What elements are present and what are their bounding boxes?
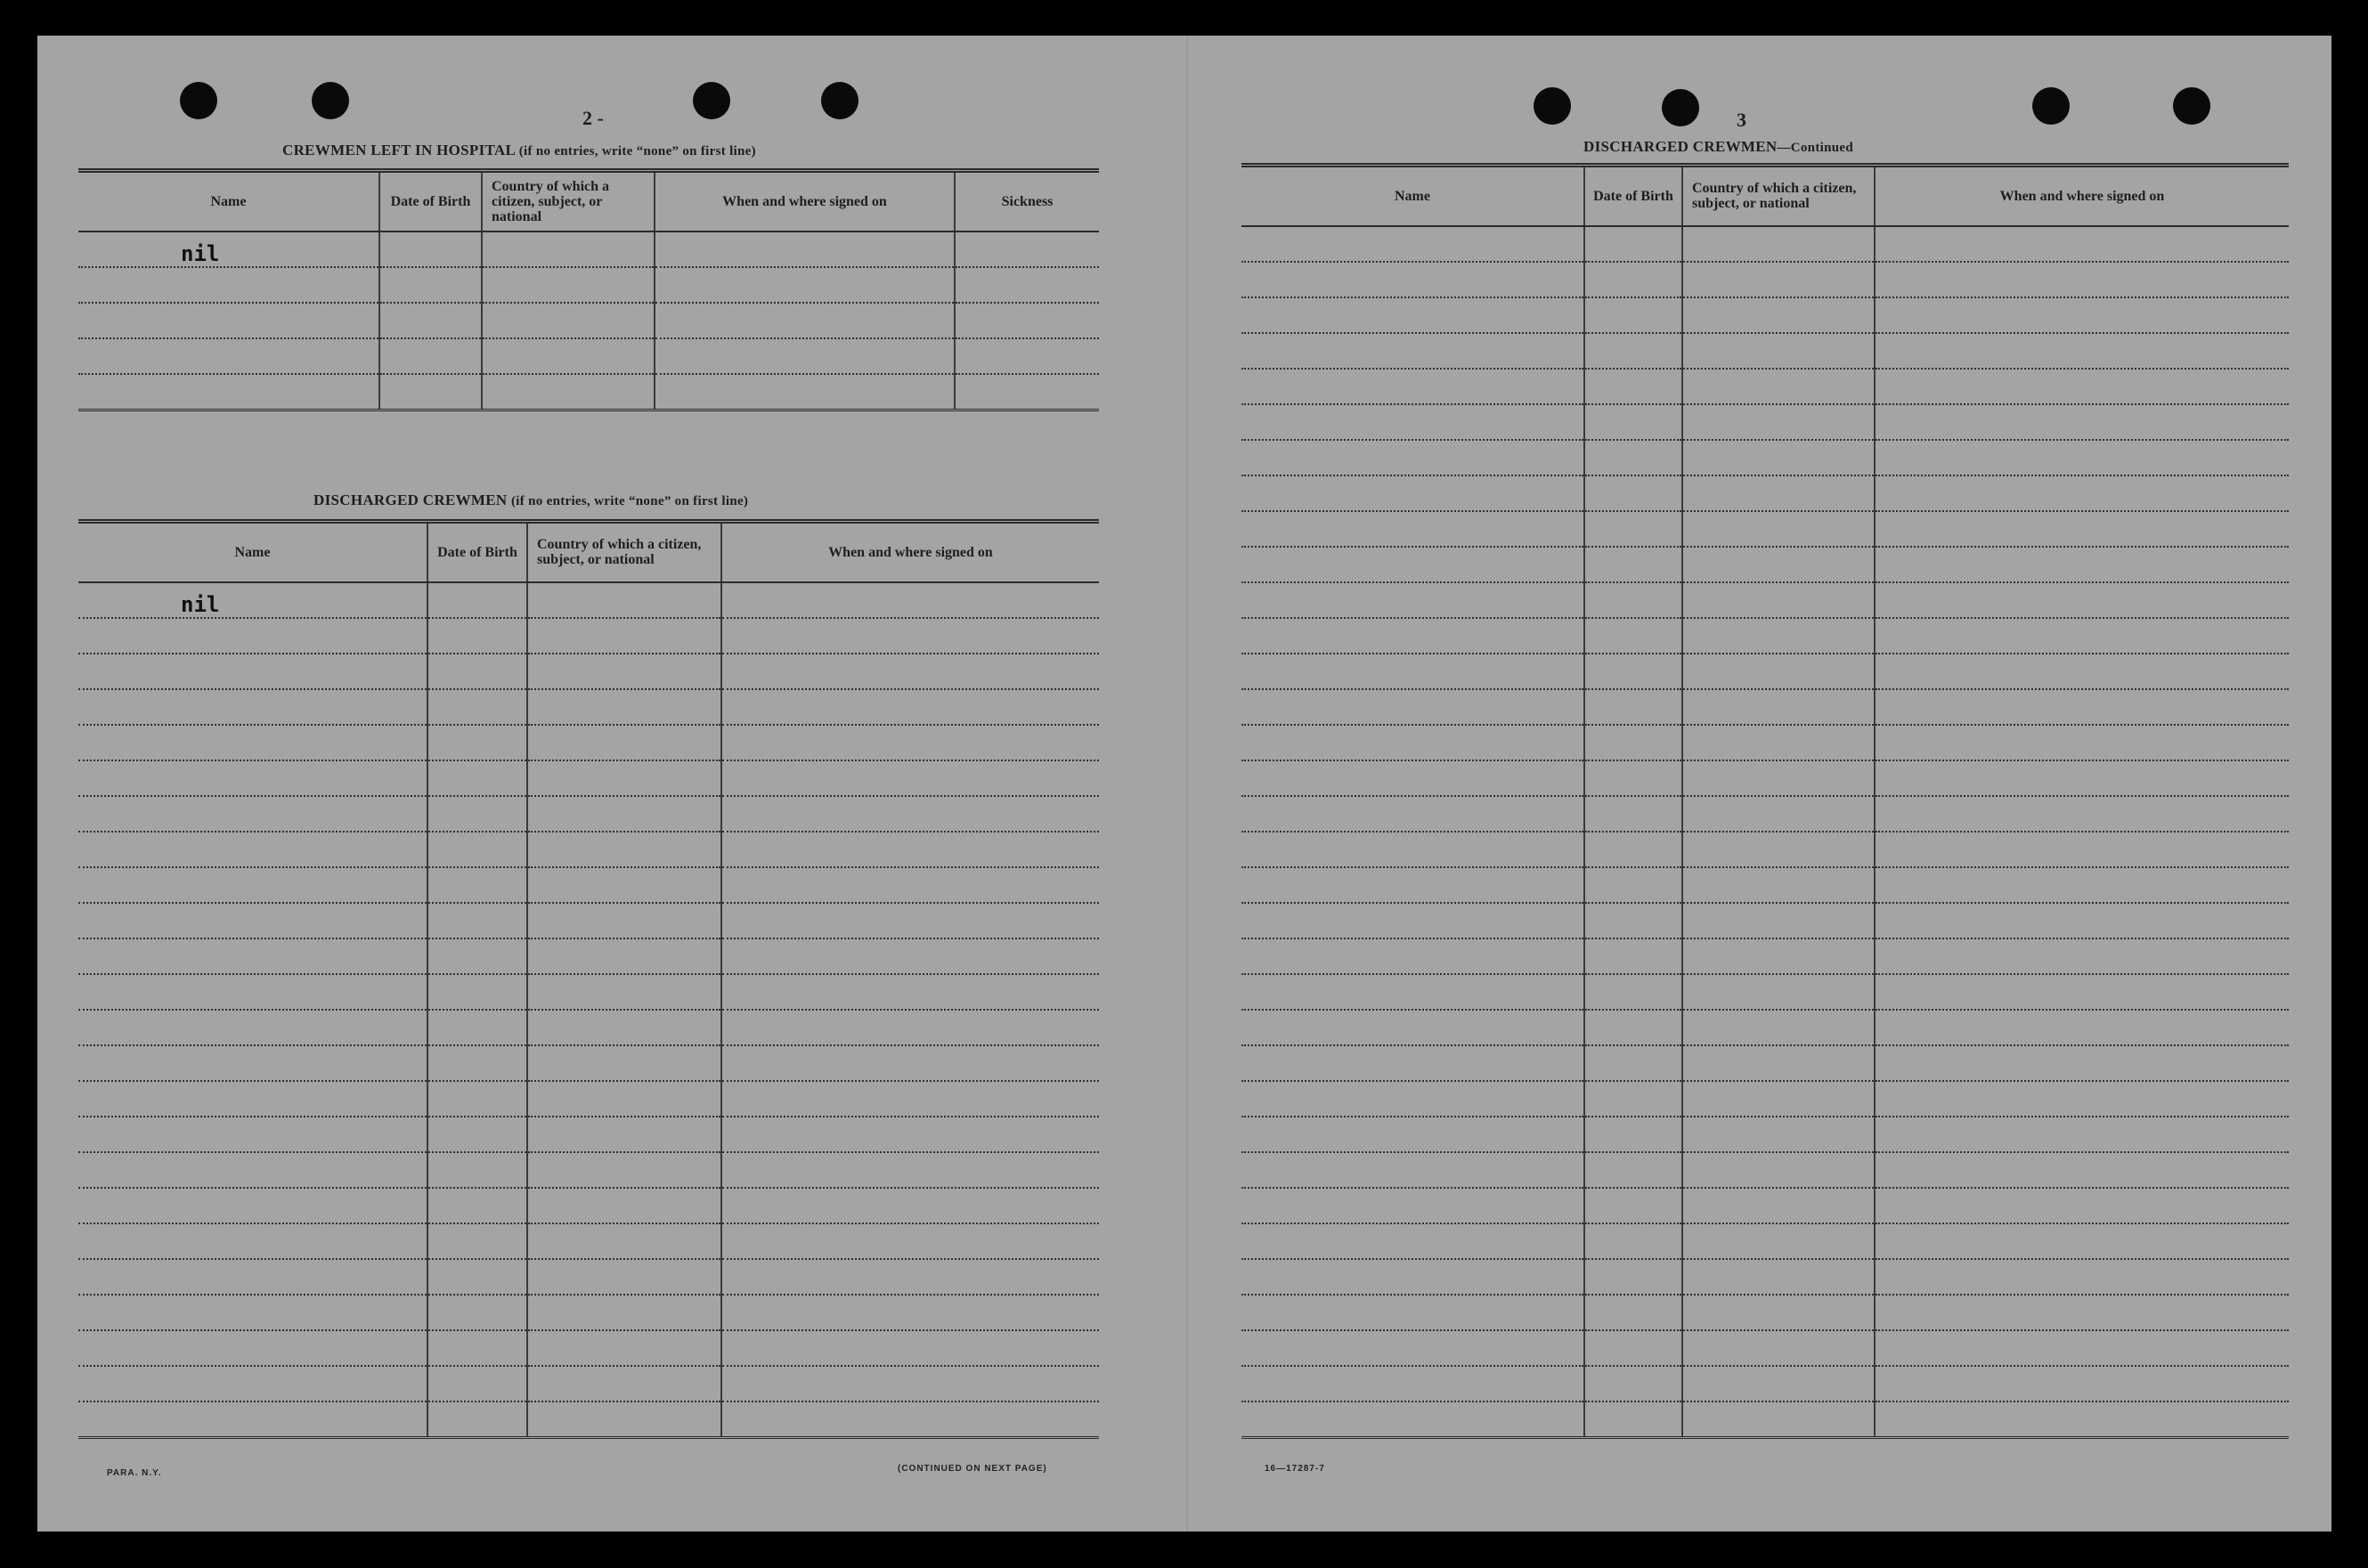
hospital-section-title [282, 142, 756, 159]
table-row [1241, 1152, 2289, 1188]
table-row [78, 338, 1099, 374]
discharged-subtitle-text: (if no entries, write “none” on first line) [511, 494, 749, 508]
table-row [78, 374, 1099, 410]
table-row [78, 303, 1099, 338]
footer-form-number: 16—17287-7 [1265, 1464, 1325, 1474]
table-row [1241, 1295, 2289, 1330]
table-row [1241, 547, 2289, 582]
table-row [78, 1188, 1099, 1223]
table-row [1241, 333, 2289, 369]
column-header-name: Name [1241, 166, 1584, 226]
column-header-signed-on: When and where signed on [655, 171, 955, 232]
hospital-subtitle-text: (if no entries, write “none” on first line) [518, 144, 756, 158]
table-row [78, 1330, 1099, 1366]
table-row [1241, 440, 2289, 475]
table-row [1241, 1330, 2289, 1366]
table-row [78, 1401, 1099, 1438]
discharged-continued-suffix: —Continued [1777, 141, 1853, 155]
table-row [78, 232, 1099, 267]
table-row [78, 654, 1099, 689]
discharged-table-body [78, 582, 1099, 1438]
table-row [1241, 1259, 2289, 1295]
table-row [78, 1366, 1099, 1401]
page-number-right: 3 [1737, 109, 1746, 131]
discharged-title-text: DISCHARGED CREWMEN [313, 492, 508, 508]
table-row [1241, 725, 2289, 760]
table-row [78, 1259, 1099, 1295]
table-row [1241, 1081, 2289, 1117]
table-row [1241, 1010, 2289, 1045]
column-header-date-of-birth: Date of Birth [1584, 166, 1682, 226]
table-row [1241, 867, 2289, 903]
table-row [78, 903, 1099, 938]
hospital-title-text: CREWMEN LEFT IN HOSPITAL [282, 142, 516, 158]
table-row [1241, 226, 2289, 262]
table-row [78, 760, 1099, 796]
document-sheet [37, 36, 2331, 1531]
table-row [78, 582, 1099, 618]
table-row [78, 974, 1099, 1010]
table-row [1241, 903, 2289, 938]
table-row [78, 1081, 1099, 1117]
column-header-signed-on: When and where signed on [1875, 166, 2289, 226]
table-row [78, 689, 1099, 725]
table-row [78, 1295, 1099, 1330]
column-header-country: Country of which a citizen, subject, or national [1682, 166, 1875, 226]
table-row [78, 832, 1099, 867]
table-row [1241, 618, 2289, 654]
page-fold [1186, 36, 1188, 1531]
table-row [1241, 760, 2289, 796]
table-row [1241, 938, 2289, 974]
table-row [1241, 654, 2289, 689]
discharged-continued-table [1241, 163, 2289, 1439]
table-row [1241, 404, 2289, 440]
column-header-name: Name [78, 171, 379, 232]
column-header-date-of-birth: Date of Birth [427, 522, 527, 582]
table-row [1241, 1223, 2289, 1259]
table-row [78, 618, 1099, 654]
table-row [1241, 297, 2289, 333]
punch-hole [2173, 87, 2210, 125]
table-row [1241, 974, 2289, 1010]
punch-hole [693, 82, 730, 119]
column-header-date-of-birth: Date of Birth [379, 171, 482, 232]
table-row [1241, 511, 2289, 547]
discharged-continued-title-text: DISCHARGED CREWMEN [1583, 138, 1778, 155]
table-row [1241, 1117, 2289, 1152]
punch-hole [312, 82, 349, 119]
table-row [1241, 1188, 2289, 1223]
discharged-section-title [313, 492, 748, 509]
column-header-name: Name [78, 522, 427, 582]
hospital-table [78, 168, 1099, 411]
table-row [1241, 1045, 2289, 1081]
discharged-table [78, 519, 1099, 1439]
page-number-left: 2 - [582, 107, 604, 129]
punch-hole [180, 82, 217, 119]
discharged-continued-title [1583, 138, 1853, 156]
column-header-sickness: Sickness [955, 171, 1099, 232]
table-row [78, 1045, 1099, 1081]
table-row [78, 1223, 1099, 1259]
punch-hole [821, 82, 859, 119]
punch-hole [1662, 89, 1699, 126]
table-row [78, 1117, 1099, 1152]
table-row [78, 796, 1099, 832]
table-row [1241, 832, 2289, 867]
table-row [1241, 1366, 2289, 1401]
table-row [78, 1010, 1099, 1045]
punch-hole [2032, 87, 2070, 125]
table-row [78, 725, 1099, 760]
table-row [78, 1152, 1099, 1188]
entry-name: nil [78, 582, 427, 618]
column-header-signed-on: When and where signed on [721, 522, 1099, 582]
table-row [1241, 262, 2289, 297]
footer-printer-mark: PARA. N.Y. [107, 1468, 162, 1478]
table-row [78, 938, 1099, 974]
column-header-country: Country of which a citizen, subject, or national [482, 171, 655, 232]
column-header-country: Country of which a citizen, subject, or national [527, 522, 721, 582]
table-row [1241, 689, 2289, 725]
table-row [1241, 475, 2289, 511]
table-row [1241, 582, 2289, 618]
punch-hole [1534, 87, 1571, 125]
table-row [78, 267, 1099, 303]
footer-continued-note: (CONTINUED ON NEXT PAGE) [898, 1464, 1047, 1474]
entry-name: nil [78, 232, 379, 267]
table-row [1241, 796, 2289, 832]
table-row [1241, 1401, 2289, 1438]
table-row [78, 867, 1099, 903]
table-row [1241, 369, 2289, 404]
